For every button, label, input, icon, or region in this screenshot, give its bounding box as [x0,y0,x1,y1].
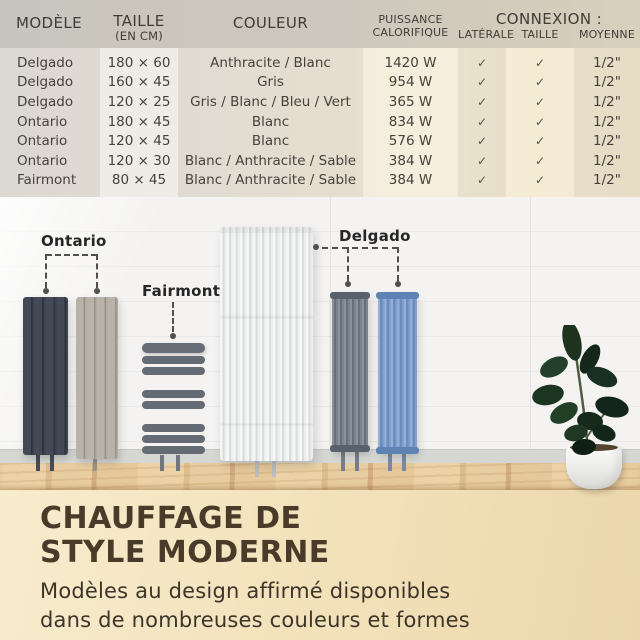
cell-modele: Delgado [17,93,74,110]
check-icon: ✓ [534,75,546,90]
check-icon: ✓ [476,153,488,168]
cell-puissance: 384 W [388,152,433,169]
cell-modele: Fairmont [17,172,77,189]
radiator-pipe [402,453,406,471]
header-connexion-taille: TAILLE [521,28,559,41]
pointer-dot [43,288,49,294]
header-couleur: COULEUR [232,14,309,32]
header-taille [100,14,178,44]
check-icon: ✓ [534,55,546,70]
pointer-dot [395,281,401,287]
cell-moyenne: 1/2" [593,74,621,91]
radiator-delgado-white [220,227,313,461]
header-moyenne: MOYENNE [578,28,636,41]
cell-couleur: Gris [257,74,284,91]
cell-couleur: Anthracite / Blanc [210,54,331,71]
header-puissance-line2: CALORIFIQUE [372,26,449,39]
radiator-pipe [388,453,392,471]
cell-taille: 120 × 25 [107,93,171,110]
table-row [0,171,640,191]
cell-moyenne: 1/2" [593,113,621,130]
radiator-ontario-anthracite [23,297,68,455]
footer-title-line1: CHAUFFAGE DE [40,501,302,536]
pointer-line [96,254,98,288]
cell-couleur: Blanc / Anthracite / Sable [184,172,357,189]
cell-couleur: Blanc / Anthracite / Sable [184,152,357,169]
header-connexion-subrow [458,28,640,41]
pointer-line [172,302,174,332]
cell-taille: 160 × 45 [107,74,171,91]
radiator-pipe [93,459,97,471]
radiator-pipe [36,455,40,471]
cell-modele: Ontario [17,113,68,130]
footer-title-line2: STYLE MODERNE [40,535,330,570]
header-puissance-line1: PUISSANCE [378,13,443,26]
pointer-line [347,247,349,281]
header-connexion: CONNEXION : [495,10,603,28]
radiator-pipe [272,461,276,477]
cell-moyenne: 1/2" [593,93,621,110]
pointer-line [45,254,47,288]
radiator-pipe [341,451,345,471]
label-delgado: Delgado [339,227,411,245]
table-row [0,131,640,151]
cell-puissance: 576 W [388,133,433,150]
check-icon: ✓ [476,114,488,129]
cell-modele: Ontario [17,152,68,169]
header-laterale: LATÉRALE [458,28,515,41]
cell-taille: 180 × 45 [107,113,171,130]
check-icon: ✓ [476,55,488,70]
check-icon: ✓ [534,173,546,188]
table-row [0,112,640,132]
table-row [0,151,640,171]
cell-puissance: 834 W [388,113,433,130]
radiator-delgado-grey [332,293,368,451]
check-icon: ✓ [476,94,488,109]
radiator-pipe [355,451,359,471]
product-showcase [0,197,640,490]
towel-slat [142,390,205,398]
cell-moyenne: 1/2" [593,54,621,71]
pointer-dot [94,288,100,294]
pointer-dot [313,244,319,250]
plant-icon [526,325,640,489]
towel-slat [142,356,205,364]
cell-puissance: 365 W [388,93,433,110]
radiator-collector [376,447,419,454]
cell-couleur: Blanc [251,133,290,150]
cell-couleur: Gris / Blanc / Bleu / Vert [190,93,351,110]
wall-seam [330,197,331,450]
radiator-pipe [160,455,164,471]
footer-title [40,502,640,570]
towel-gap [142,375,205,387]
towel-slat [142,367,205,375]
check-icon: ✓ [476,134,488,149]
table-body [0,53,640,190]
check-icon: ✓ [476,173,488,188]
towel-gap [142,409,205,421]
cell-moyenne: 1/2" [593,152,621,169]
cell-taille: 180 × 60 [107,54,171,71]
check-icon: ✓ [534,94,546,109]
check-icon: ✓ [534,134,546,149]
cell-moyenne: 1/2" [593,172,621,189]
header-puissance [363,13,458,39]
cell-taille: 120 × 30 [107,152,171,169]
cell-modele: Delgado [17,54,74,71]
label-fairmont: Fairmont [142,282,221,300]
towel-slat [142,446,205,454]
label-ontario: Ontario [41,232,107,250]
cell-moyenne: 1/2" [593,133,621,150]
cell-taille: 120 × 45 [107,133,171,150]
table-row [0,92,640,112]
header-modele: MODÈLE [16,14,83,32]
radiator-collector [376,292,419,299]
pointer-line [46,254,97,256]
table-row [0,53,640,73]
towel-slat [142,424,205,432]
check-icon: ✓ [534,153,546,168]
pointer-line [322,247,398,249]
radiator-collector [330,292,370,299]
radiator-delgado-blue [378,293,417,453]
radiator-ontario-beige [76,297,118,459]
cell-puissance: 1420 W [384,54,437,71]
table-row [0,73,640,93]
radiator-pipe [255,461,259,477]
check-icon: ✓ [534,114,546,129]
header-taille-line2: (EN CM) [115,29,163,43]
towel-slat [142,435,205,443]
footer-banner [0,490,640,640]
spec-table [0,0,640,197]
radiator-collector [330,445,370,452]
cell-puissance: 954 W [388,74,433,91]
pointer-dot [170,333,176,339]
radiator-fairmont-towel [142,343,205,455]
towel-bar [142,343,205,353]
footer-subtitle [40,577,640,635]
cell-puissance: 384 W [388,172,433,189]
cell-modele: Delgado [17,74,74,91]
towel-slat [142,401,205,409]
footer-subtitle-line1: Modèles au design affirmé disponibles [40,579,451,603]
pointer-line [397,247,399,281]
check-icon: ✓ [476,75,488,90]
cell-modele: Ontario [17,133,68,150]
radiator-pipe [50,455,54,471]
cell-taille: 80 × 45 [111,172,167,189]
cell-couleur: Blanc [251,113,290,130]
pointer-dot [345,281,351,287]
radiator-pipe [176,455,180,471]
footer-subtitle-line2: dans de nombreuses couleurs et formes [40,608,470,632]
header-taille-line1: TAILLE [113,12,165,30]
